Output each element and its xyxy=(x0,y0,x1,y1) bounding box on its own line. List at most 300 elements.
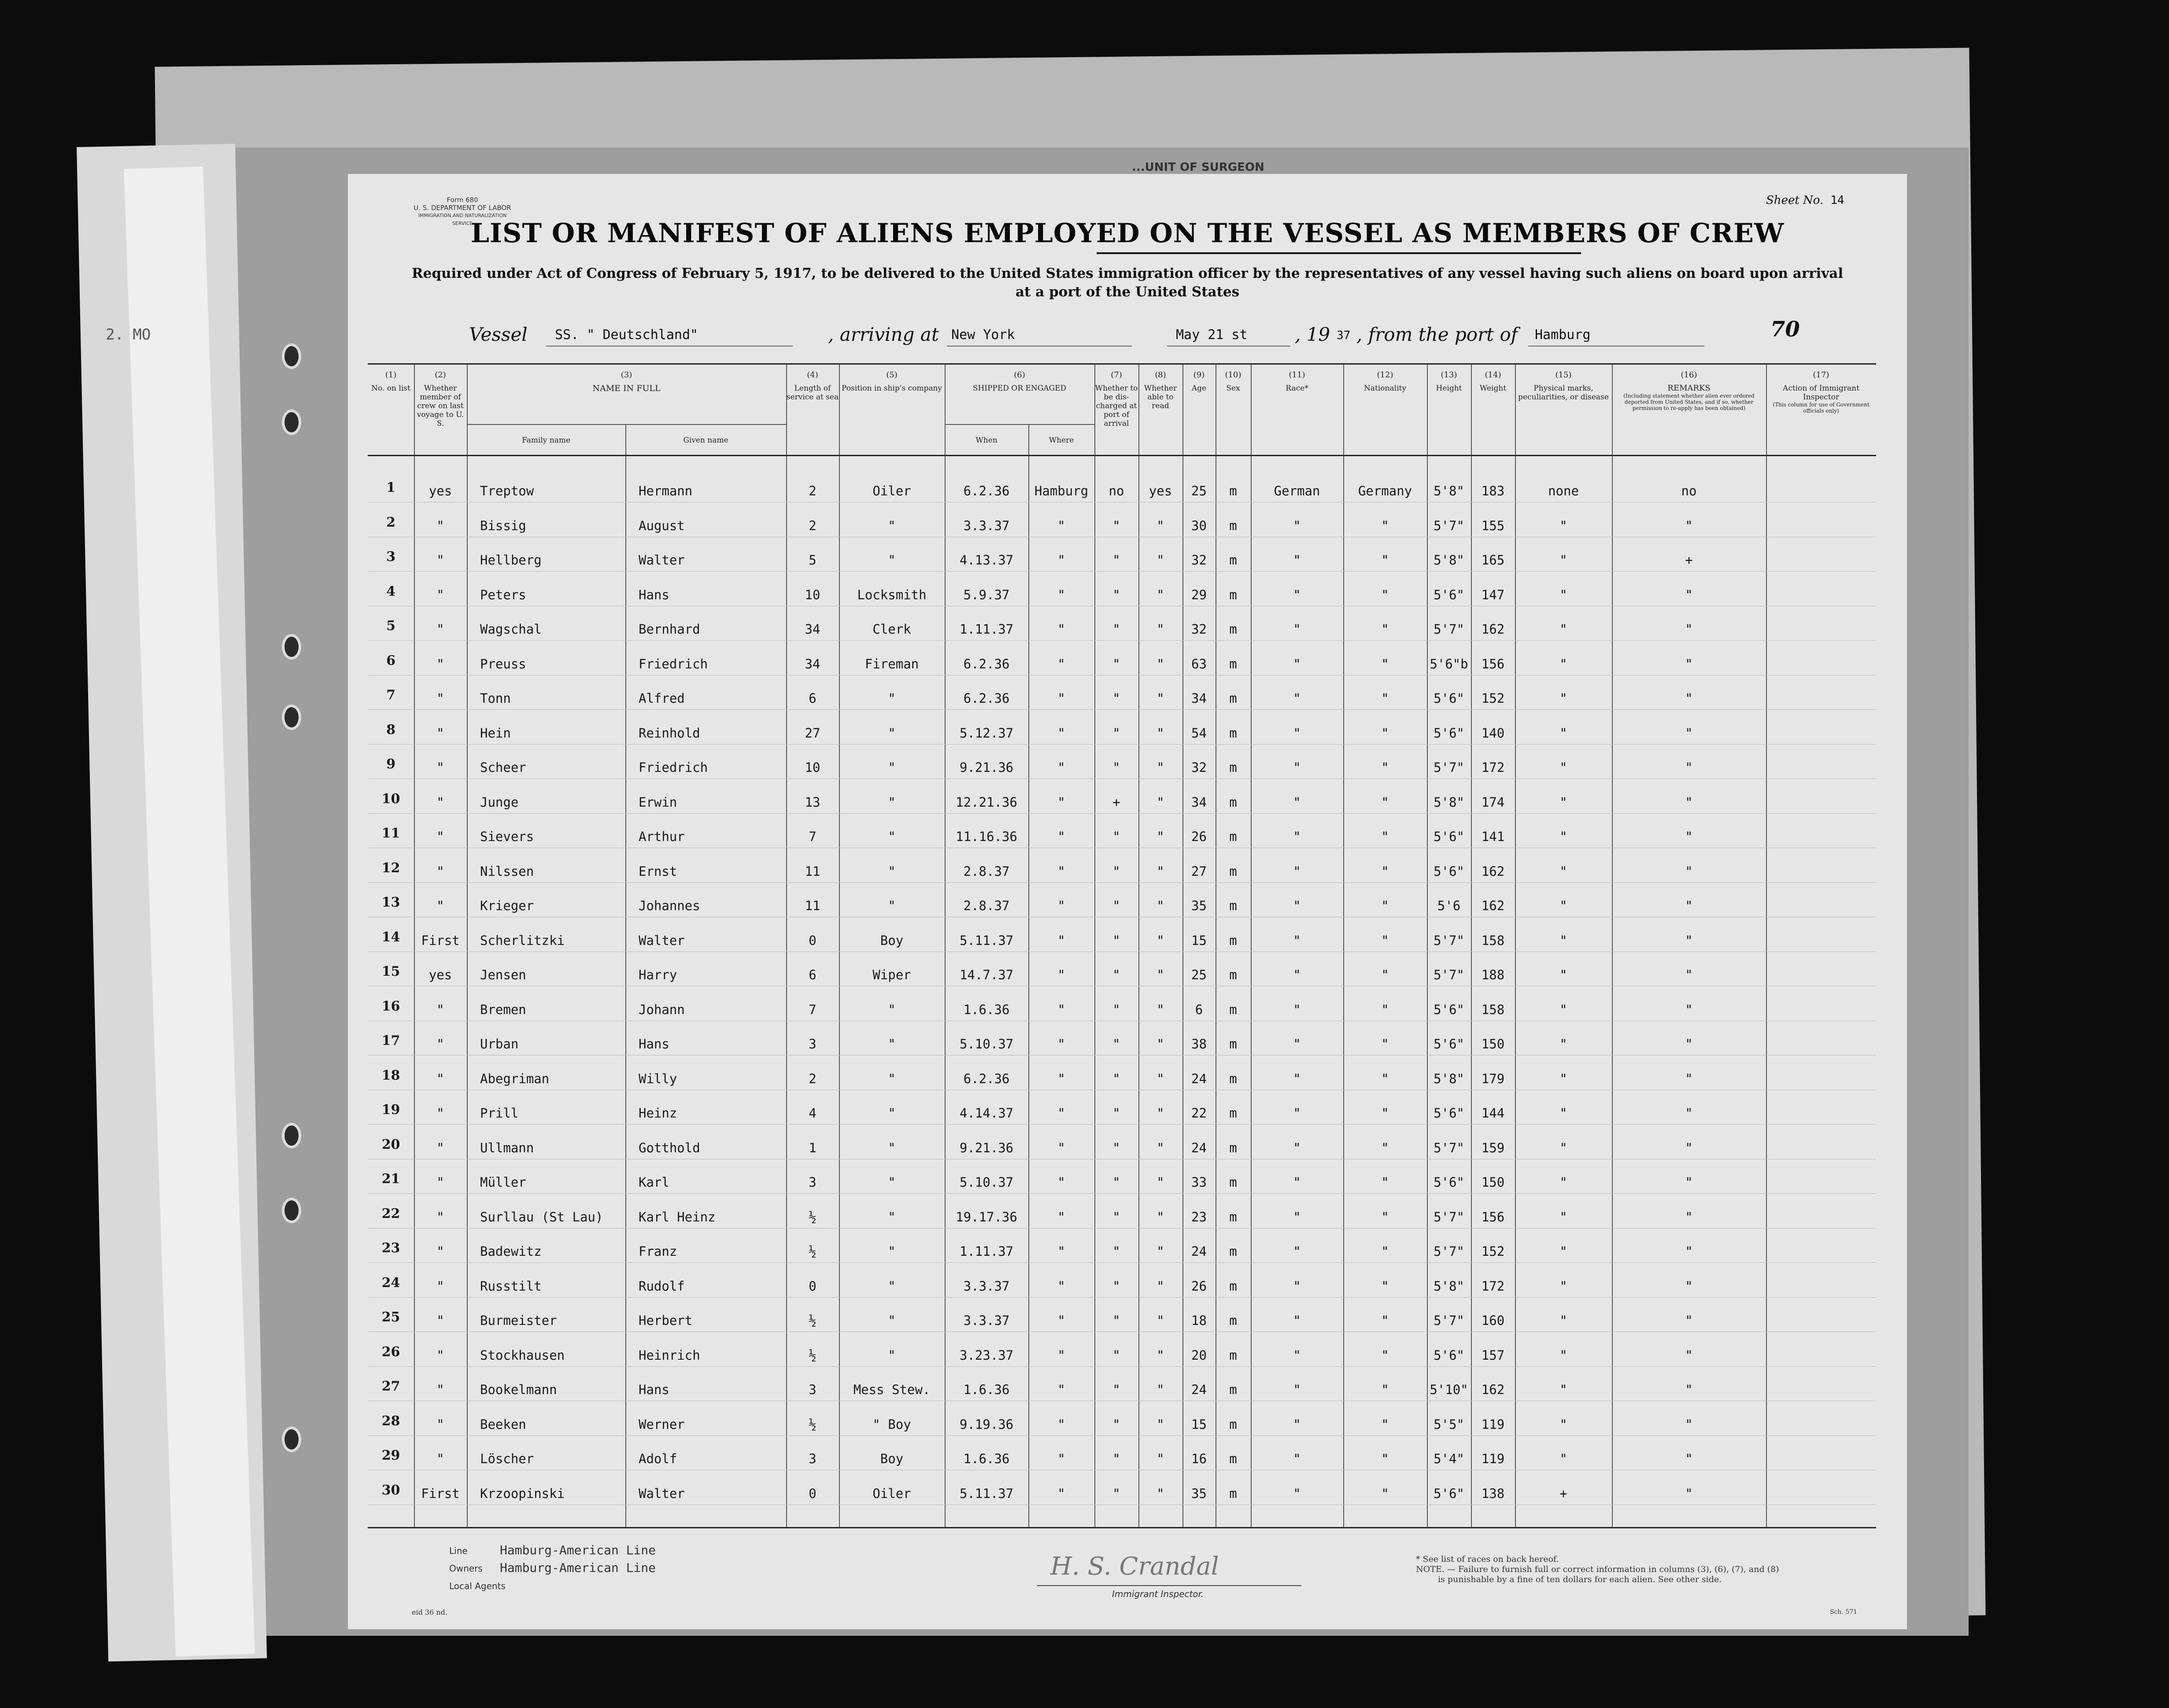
shipped-subdivider xyxy=(945,424,1094,425)
cell-nationality: " xyxy=(1381,1244,1389,1259)
cell-discharged: " xyxy=(1112,1417,1120,1432)
cell-marks: " xyxy=(1559,1140,1567,1155)
cell-service: 3 xyxy=(809,1382,817,1397)
cell-read: " xyxy=(1157,1486,1164,1501)
cell-nationality: " xyxy=(1381,587,1389,602)
cell-given: Hans xyxy=(639,1037,669,1051)
cell-crew: " xyxy=(436,1451,444,1466)
cell-no: 7 xyxy=(386,687,395,703)
cell-discharged: " xyxy=(1112,898,1120,913)
cell-no: 27 xyxy=(381,1379,400,1394)
cell-service: 10 xyxy=(805,760,820,775)
cell-when: 2.8.37 xyxy=(963,898,1010,913)
cell-height: 5'5" xyxy=(1434,1417,1464,1432)
col-label: Nationality xyxy=(1364,384,1406,393)
cell-weight: 188 xyxy=(1481,967,1505,982)
cell-crew: " xyxy=(436,1175,444,1190)
cell-sex: m xyxy=(1229,656,1237,671)
cell-remarks: " xyxy=(1685,1313,1693,1328)
cell-race: " xyxy=(1293,1278,1301,1294)
cell-age: 38 xyxy=(1191,1037,1207,1051)
cell-age: 24 xyxy=(1191,1140,1207,1155)
cell-where: " xyxy=(1057,1382,1065,1397)
cell-marks: " xyxy=(1559,553,1567,568)
cell-height: 5'6" xyxy=(1434,725,1464,741)
cell-no: 17 xyxy=(381,1033,400,1048)
cell-discharged: " xyxy=(1112,1486,1120,1501)
cell-marks: " xyxy=(1559,1313,1567,1328)
cell-service: ½ xyxy=(809,1244,817,1259)
departure-port: Hamburg xyxy=(1535,327,1591,343)
cell-when: 4.14.37 xyxy=(959,1106,1014,1121)
cell-nationality: " xyxy=(1381,967,1389,982)
cell-where: " xyxy=(1057,863,1065,879)
row-rule xyxy=(368,709,1876,710)
form-number: Form 680 xyxy=(447,196,478,204)
cell-age: 18 xyxy=(1191,1313,1207,1328)
cell-family: Burmeister xyxy=(480,1313,557,1328)
col-header-7 xyxy=(1094,365,1138,456)
cell-where: " xyxy=(1057,725,1065,741)
manifest-sheet xyxy=(348,161,1907,1629)
cell-discharged: " xyxy=(1112,863,1120,879)
col-num: (17) xyxy=(1813,370,1829,380)
cell-crew: " xyxy=(436,1347,444,1363)
cell-age: 34 xyxy=(1191,794,1207,810)
cell-service: 7 xyxy=(809,1002,817,1017)
department-name: U. S. DEPARTMENT OF LABOR xyxy=(414,204,511,212)
vessel-name: SS. " Deutschland" xyxy=(555,327,698,343)
sheet-number-value: 14 xyxy=(1830,194,1844,207)
col-label: Sex xyxy=(1226,384,1240,393)
cell-race: " xyxy=(1293,553,1301,568)
cell-position: " xyxy=(888,863,896,879)
cell-service: 2 xyxy=(809,1071,817,1086)
cell-marks: " xyxy=(1559,725,1567,741)
cell-race: " xyxy=(1293,1140,1301,1155)
cell-marks: " xyxy=(1559,1002,1567,1017)
cell-nationality: " xyxy=(1381,1175,1389,1190)
col-num: (6) xyxy=(1014,370,1025,380)
cell-position: " xyxy=(888,760,896,775)
col-header-16 xyxy=(1612,365,1766,456)
cell-where: " xyxy=(1057,1278,1065,1294)
cell-given: Ernst xyxy=(639,863,677,879)
inspector-label: Immigrant Inspector. xyxy=(1112,1589,1204,1599)
col-num: (14) xyxy=(1485,370,1501,380)
year-value: 37 xyxy=(1337,329,1351,342)
cell-remarks: " xyxy=(1685,967,1693,982)
cell-height: 5'7" xyxy=(1434,518,1464,533)
cell-read: " xyxy=(1157,1140,1164,1155)
binder-hole xyxy=(282,1198,301,1223)
cell-service: 11 xyxy=(805,898,820,913)
cell-weight: 158 xyxy=(1481,1002,1505,1017)
cell-height: 5'6" xyxy=(1434,1037,1464,1051)
cell-sex: m xyxy=(1229,1002,1237,1017)
cell-no: 16 xyxy=(381,998,400,1014)
cell-marks: " xyxy=(1559,1175,1567,1190)
cell-service: 6 xyxy=(809,691,817,706)
cell-discharged: " xyxy=(1112,1037,1120,1051)
cell-marks: " xyxy=(1559,1451,1567,1466)
cell-sex: m xyxy=(1229,1347,1237,1363)
cell-when: 3.3.37 xyxy=(963,1278,1010,1294)
col-label: REMARKS xyxy=(1667,384,1711,393)
cell-weight: 119 xyxy=(1481,1451,1505,1466)
cell-when: 1.6.36 xyxy=(963,1002,1010,1017)
col-num: (1) xyxy=(385,370,397,380)
cell-weight: 157 xyxy=(1481,1347,1505,1363)
cell-remarks: " xyxy=(1685,1244,1693,1259)
cell-marks: " xyxy=(1559,1382,1567,1397)
cell-family: Treptow xyxy=(480,483,534,498)
cell-nationality: " xyxy=(1381,1209,1389,1225)
cell-family: Beeken xyxy=(480,1417,526,1432)
cell-when: 14.7.37 xyxy=(959,967,1014,982)
cell-remarks: " xyxy=(1685,1071,1693,1086)
cell-height: 5'6" xyxy=(1434,1486,1464,1501)
cell-given: Willy xyxy=(639,1071,677,1086)
cell-nationality: " xyxy=(1381,1140,1389,1155)
cell-weight: 162 xyxy=(1481,622,1505,637)
cell-discharged: " xyxy=(1112,587,1120,602)
cell-service: 7 xyxy=(809,829,817,844)
cell-sex: m xyxy=(1229,1417,1237,1432)
port-underline xyxy=(1528,346,1704,347)
cell-position: Oiler xyxy=(872,483,911,498)
crew-table xyxy=(368,363,1876,1528)
col-label: Height xyxy=(1436,384,1462,393)
cell-remarks: no xyxy=(1681,483,1697,498)
sheet-number-label: Sheet No. xyxy=(1766,194,1824,207)
cell-height: 5'6" xyxy=(1434,1347,1464,1363)
cell-when: 3.23.37 xyxy=(959,1347,1014,1363)
col-header-1 xyxy=(368,365,414,456)
binder-hole xyxy=(282,1123,301,1148)
cell-race: " xyxy=(1293,622,1301,637)
cell-race: " xyxy=(1293,1382,1301,1397)
cell-where: " xyxy=(1057,1313,1065,1328)
cell-marks: " xyxy=(1559,1417,1567,1432)
cell-no: 29 xyxy=(381,1448,400,1463)
cell-weight: 138 xyxy=(1481,1486,1505,1501)
cell-position: Wiper xyxy=(872,967,911,982)
cell-remarks: " xyxy=(1685,725,1693,741)
cell-marks: " xyxy=(1559,1071,1567,1086)
cell-weight: 147 xyxy=(1481,587,1505,602)
cell-crew: " xyxy=(436,1106,444,1121)
cell-position: " xyxy=(888,1244,896,1259)
cell-read: " xyxy=(1157,898,1164,913)
cell-height: 5'10" xyxy=(1430,1382,1468,1397)
cell-sex: m xyxy=(1229,1486,1237,1501)
cell-given: Friedrich xyxy=(639,760,708,775)
cell-read: " xyxy=(1157,691,1164,706)
cell-read: " xyxy=(1157,829,1164,844)
cell-service: 0 xyxy=(809,1278,817,1294)
cell-sex: m xyxy=(1229,863,1237,879)
cell-marks: " xyxy=(1559,518,1567,533)
cell-position: " xyxy=(888,518,896,533)
cell-sex: m xyxy=(1229,518,1237,533)
cell-where: " xyxy=(1057,1106,1065,1121)
cell-sex: m xyxy=(1229,1278,1237,1294)
cell-weight: 162 xyxy=(1481,1382,1505,1397)
cell-given: August xyxy=(639,518,685,533)
col-label: Weight xyxy=(1479,384,1507,393)
title-underline xyxy=(1097,252,1581,254)
cell-race: " xyxy=(1293,1209,1301,1225)
cell-when: 5.10.37 xyxy=(959,1037,1014,1051)
cell-remarks: " xyxy=(1685,518,1693,533)
cell-age: 25 xyxy=(1191,967,1207,982)
cell-nationality: " xyxy=(1381,898,1389,913)
cell-age: 15 xyxy=(1191,933,1207,948)
cell-family: Hellberg xyxy=(480,553,542,568)
cell-sex: m xyxy=(1229,760,1237,775)
cell-crew: " xyxy=(436,553,444,568)
cell-no: 8 xyxy=(386,722,395,738)
local-agents-label: Local Agents xyxy=(449,1581,506,1591)
cell-given: Heinrich xyxy=(639,1347,700,1363)
cell-no: 28 xyxy=(381,1413,400,1429)
cell-read: " xyxy=(1157,1037,1164,1051)
cell-service: 1 xyxy=(809,1140,817,1155)
cell-when: 5.12.37 xyxy=(959,725,1014,741)
sheet-number xyxy=(1766,194,1844,207)
cell-given: Heinz xyxy=(639,1106,677,1121)
cell-weight: 159 xyxy=(1481,1140,1505,1155)
cell-given: Bernhard xyxy=(639,622,700,637)
col-label: Physical marks, peculiarities, or disease xyxy=(1518,384,1609,402)
arriving-label: , arriving at xyxy=(828,324,939,345)
cell-given: Hermann xyxy=(639,483,693,498)
cell-no: 9 xyxy=(386,756,395,772)
cell-read: " xyxy=(1157,1244,1164,1259)
cell-discharged: " xyxy=(1112,622,1120,637)
cell-discharged: " xyxy=(1112,1244,1120,1259)
cell-height: 5'7" xyxy=(1434,933,1464,948)
cell-given: Herbert xyxy=(639,1313,693,1328)
cell-discharged: " xyxy=(1112,1347,1120,1363)
vessel-label: Vessel xyxy=(469,324,528,345)
cell-no: 30 xyxy=(381,1482,400,1498)
cell-height: 5'6" xyxy=(1434,1002,1464,1017)
cell-no: 26 xyxy=(381,1344,400,1360)
cell-read: " xyxy=(1157,1175,1164,1190)
handwritten-count: 70 xyxy=(1770,317,1800,342)
cell-family: Bremen xyxy=(480,1002,526,1017)
cell-family: Peters xyxy=(480,587,526,602)
cell-race: " xyxy=(1293,1244,1301,1259)
cell-weight: 183 xyxy=(1481,483,1505,498)
cell-discharged: " xyxy=(1112,760,1120,775)
cell-height: 5'6" xyxy=(1434,691,1464,706)
subtitle-line-2: at a port of the United States xyxy=(1015,284,1240,300)
cell-position: " xyxy=(888,691,896,706)
cell-sex: m xyxy=(1229,898,1237,913)
cell-where: " xyxy=(1057,760,1065,775)
cell-discharged: " xyxy=(1112,1071,1120,1086)
cell-sex: m xyxy=(1229,829,1237,844)
cell-no: 10 xyxy=(381,791,400,807)
cell-remarks: " xyxy=(1685,656,1693,671)
cell-nationality: " xyxy=(1381,1417,1389,1432)
cell-crew: " xyxy=(436,518,444,533)
cell-position: " xyxy=(888,898,896,913)
cell-weight: 160 xyxy=(1481,1313,1505,1328)
col-label: Whether to be dis- charged at port of arrival xyxy=(1095,384,1138,428)
cell-no: 14 xyxy=(381,929,400,945)
cell-remarks: " xyxy=(1685,1106,1693,1121)
cell-height: 5'7" xyxy=(1434,1209,1464,1225)
cell-weight: 150 xyxy=(1481,1037,1505,1051)
cell-nationality: " xyxy=(1381,1451,1389,1466)
cell-sex: m xyxy=(1229,1140,1237,1155)
cell-position: " Boy xyxy=(872,1417,911,1432)
cell-race: " xyxy=(1293,1106,1301,1121)
cell-read: " xyxy=(1157,518,1164,533)
col-label: Race* xyxy=(1286,384,1308,393)
cell-race: German xyxy=(1274,483,1320,498)
cell-crew: " xyxy=(436,1002,444,1017)
cell-when: 6.2.36 xyxy=(963,483,1010,498)
cell-marks: " xyxy=(1559,622,1567,637)
cell-given: Hans xyxy=(639,587,669,602)
cell-discharged: " xyxy=(1112,553,1120,568)
date-underline xyxy=(1167,346,1290,347)
cell-race: " xyxy=(1293,760,1301,775)
cell-crew: yes xyxy=(429,967,452,982)
cell-where: " xyxy=(1057,1209,1065,1225)
col-label: Length of service at sea xyxy=(786,384,839,402)
cell-discharged: " xyxy=(1112,1140,1120,1155)
cell-nationality: " xyxy=(1381,691,1389,706)
cell-position: " xyxy=(888,1106,896,1121)
cell-given: Walter xyxy=(639,1486,685,1501)
col-num: (10) xyxy=(1225,370,1242,380)
cell-height: 5'7" xyxy=(1434,760,1464,775)
cell-position: Clerk xyxy=(872,622,911,637)
line-label: Line xyxy=(449,1546,468,1556)
cell-where: " xyxy=(1057,1140,1065,1155)
cell-when: 9.21.36 xyxy=(959,1140,1014,1155)
cell-race: " xyxy=(1293,691,1301,706)
cell-given: Reinhold xyxy=(639,725,700,741)
cell-when: 9.21.36 xyxy=(959,760,1014,775)
cell-read: " xyxy=(1157,794,1164,810)
cell-race: " xyxy=(1293,1486,1301,1501)
cell-marks: " xyxy=(1559,656,1567,671)
cell-service: 10 xyxy=(805,587,820,602)
cell-age: 22 xyxy=(1191,1106,1207,1121)
cell-remarks: " xyxy=(1685,1175,1693,1190)
cell-crew: " xyxy=(436,587,444,602)
footnote-races: * See list of races on back hereof. xyxy=(1416,1554,1559,1564)
cell-sex: m xyxy=(1229,1209,1237,1225)
cell-height: 5'6" xyxy=(1434,587,1464,602)
cell-age: 35 xyxy=(1191,898,1207,913)
cell-no: 11 xyxy=(381,826,400,841)
cell-when: 1.11.37 xyxy=(959,1244,1014,1259)
cell-weight: 152 xyxy=(1481,1244,1505,1259)
cell-nationality: " xyxy=(1381,1037,1389,1051)
cell-age: 20 xyxy=(1191,1347,1207,1363)
cell-age: 33 xyxy=(1191,1175,1207,1190)
cell-service: 3 xyxy=(809,1175,817,1190)
cell-family: Bookelmann xyxy=(480,1382,557,1397)
top-strip-text: ...UNIT OF SURGEON xyxy=(1132,161,1264,174)
cell-height: 5'8" xyxy=(1434,1071,1464,1086)
cell-nationality: " xyxy=(1381,794,1389,810)
row-rule xyxy=(368,1262,1876,1263)
cell-given: Arthur xyxy=(639,829,685,844)
cell-height: 5'7" xyxy=(1434,1244,1464,1259)
cell-given: Johannes xyxy=(639,898,700,913)
row-rule xyxy=(368,813,1876,814)
cell-service: 34 xyxy=(805,622,820,637)
cell-nationality: " xyxy=(1381,1106,1389,1121)
cell-remarks: + xyxy=(1685,553,1693,568)
cell-where: " xyxy=(1057,1037,1065,1051)
cell-discharged: " xyxy=(1112,967,1120,982)
cell-position: " xyxy=(888,1347,896,1363)
cell-where: " xyxy=(1057,1175,1065,1190)
line-value: Hamburg-American Line xyxy=(500,1543,656,1557)
cell-weight: 172 xyxy=(1481,760,1505,775)
cell-race: " xyxy=(1293,725,1301,741)
cell-read: " xyxy=(1157,1278,1164,1294)
cell-weight: 174 xyxy=(1481,794,1505,810)
cell-service: ½ xyxy=(809,1347,817,1363)
cell-nationality: " xyxy=(1381,725,1389,741)
cell-weight: 156 xyxy=(1481,1209,1505,1225)
cell-age: 15 xyxy=(1191,1417,1207,1432)
cell-nationality: " xyxy=(1381,829,1389,844)
cell-family: Scherlitzki xyxy=(480,933,565,948)
cell-age: 26 xyxy=(1191,1278,1207,1294)
cell-read: " xyxy=(1157,1209,1164,1225)
cell-height: 5'7" xyxy=(1434,967,1464,982)
col-label: Age xyxy=(1191,384,1207,393)
cell-where: " xyxy=(1057,656,1065,671)
cell-sex: m xyxy=(1229,933,1237,948)
cell-discharged: " xyxy=(1112,829,1120,844)
cell-given: Rudolf xyxy=(639,1278,685,1294)
col-header-17 xyxy=(1766,365,1876,456)
cell-sex: m xyxy=(1229,1451,1237,1466)
cell-age: 54 xyxy=(1191,725,1207,741)
cell-remarks: " xyxy=(1685,1037,1693,1051)
cell-position: " xyxy=(888,1002,896,1017)
cell-marks: " xyxy=(1559,691,1567,706)
cell-when: 12.21.36 xyxy=(956,794,1017,810)
cell-nationality: " xyxy=(1381,933,1389,948)
cell-sex: m xyxy=(1229,553,1237,568)
cell-position: " xyxy=(888,1037,896,1051)
cell-crew: " xyxy=(436,1278,444,1294)
cell-when: 1.6.36 xyxy=(963,1382,1010,1397)
cell-discharged: " xyxy=(1112,1382,1120,1397)
cell-family: Wagschal xyxy=(480,622,542,637)
cell-age: 16 xyxy=(1191,1451,1207,1466)
cell-sex: m xyxy=(1229,967,1237,982)
cell-read: " xyxy=(1157,933,1164,948)
shipped-when-header: When xyxy=(975,436,998,445)
cell-age: 6 xyxy=(1195,1002,1203,1017)
col-header-8 xyxy=(1138,365,1182,456)
